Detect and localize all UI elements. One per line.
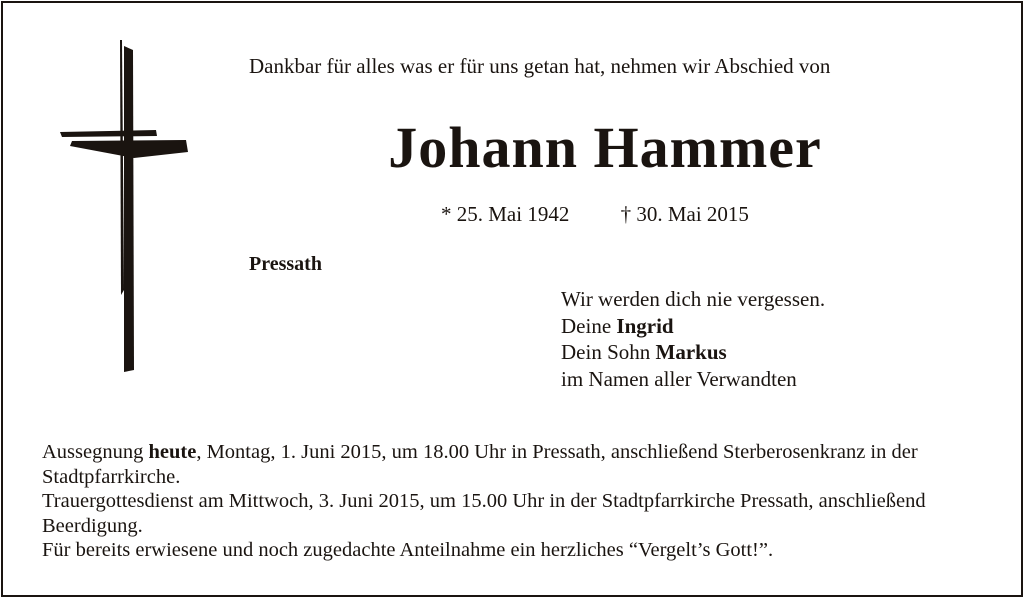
blessing-today: heute <box>148 441 197 463</box>
thanks-notice: Für bereits erwiesene und noch zugedachte Anteilnahme ein herzliches “Vergelt’s Gott!”. <box>42 539 774 561</box>
relatives-line: im Namen aller Verwandten <box>561 366 797 391</box>
mourner-son-prefix: Dein Sohn <box>561 340 656 364</box>
life-dates <box>441 200 749 228</box>
mourner-wife-name: Ingrid <box>616 313 674 338</box>
funeral-service-notice: Trauergottesdienst am Mittwoch, 3. Juni 2015, um 15.00 Uhr in der Stadtpfarrkirche Pressath, anschließend Beerdigung. <box>42 490 926 537</box>
blessing-notice <box>42 440 1002 489</box>
mourner-wife <box>561 313 825 340</box>
mourner-son <box>561 339 825 366</box>
death-date: † 30. Mai 2015 <box>620 202 749 226</box>
cross-icon <box>58 40 190 374</box>
intro-text: Dankbar für alles was er für uns getan hat, nehmen wir Abschied von <box>249 54 831 78</box>
mourner-son-name: Markus <box>655 340 727 364</box>
service-notices <box>42 440 1002 563</box>
blessing-prefix: Aussegnung <box>42 441 149 463</box>
birth-date: * 25. Mai 1942 <box>441 202 570 226</box>
deceased-name: Johann Hammer <box>388 115 822 180</box>
mourner-wife-prefix: Deine <box>561 313 617 338</box>
farewell-line: Wir werden dich nie vergessen. <box>561 287 826 311</box>
hometown: Pressath <box>249 253 322 275</box>
blessing-details: , Montag, 1. Juni 2015, um 18.00 Uhr in Pressath, anschließend Sterberosenkranz in der Stadtpfarrkirche. <box>42 441 918 488</box>
mourners-block <box>561 286 825 392</box>
